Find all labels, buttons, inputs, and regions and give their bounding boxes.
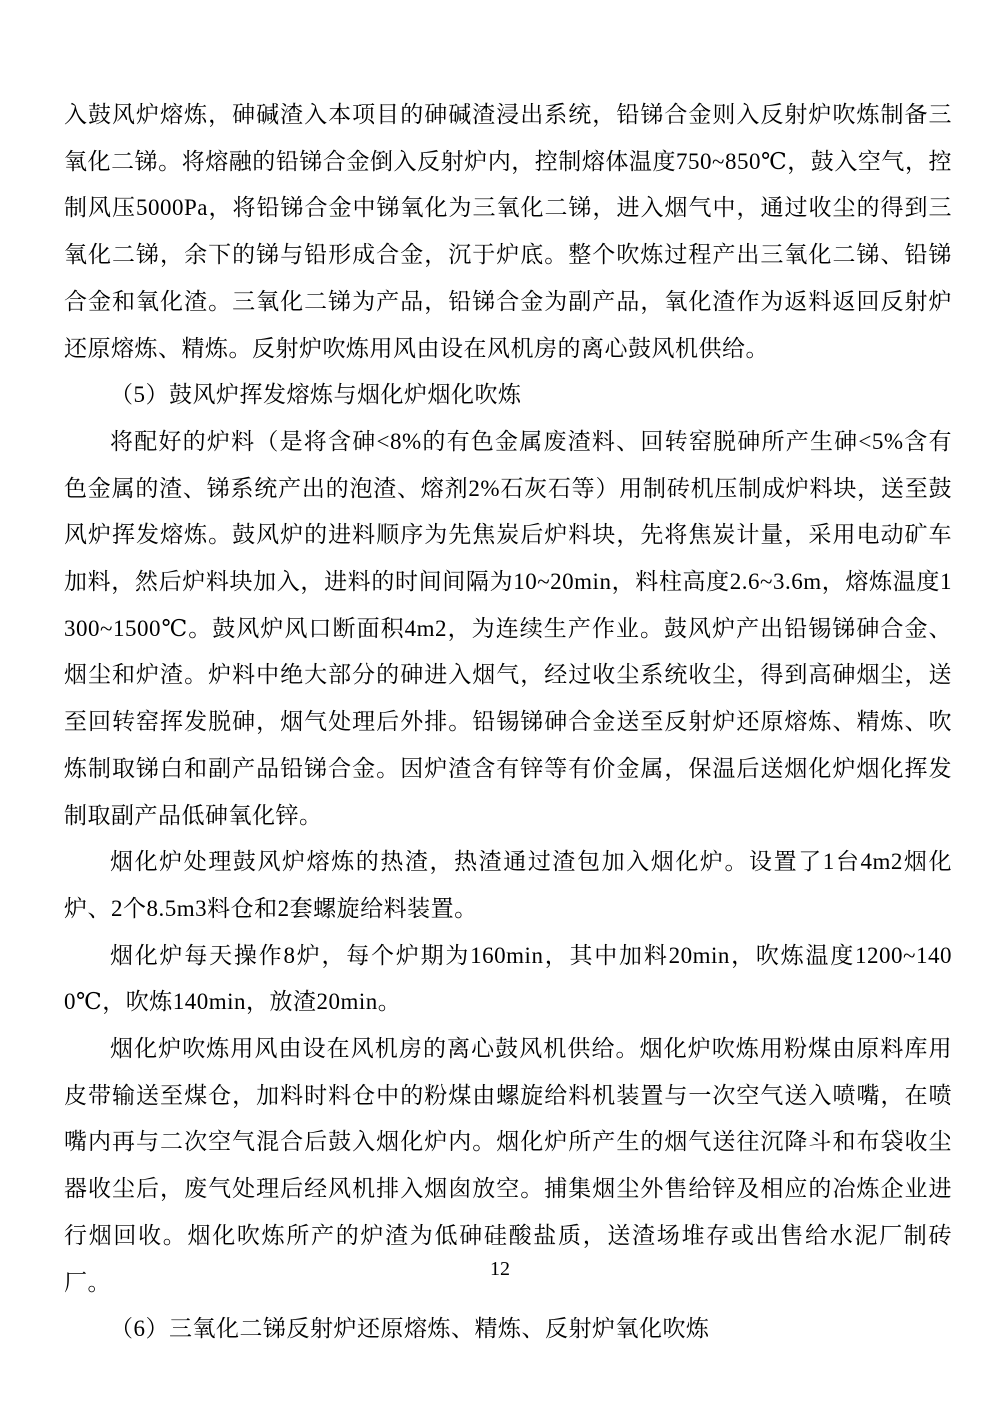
section-heading-6: （6）三氧化二锑反射炉还原熔炼、精炼、反射炉氧化吹炼 — [110, 1316, 710, 1342]
paragraph-fuming-furnace-air-coal: 烟化炉吹炼用风由设在风机房的离心鼓风机供给。烟化炉吹炼用粉煤由原料库用皮带输送至煤仓，加料时料仓中的粉煤由螺旋给料机装置与一次空气送入喷嘴，在喷嘴内再与二次空气混合后鼓入烟化炉内。烟化炉所产生的烟气送往沉降斗和布袋收尘器收尘后，废气处理后经风机排入烟囱放空。捕集烟尘外售给锌及相应的冶炼企业进行烟回收。烟化吹炼所产的炉渣为低砷硅酸盐质，送渣场堆存或出售给水泥厂制砖厂。 — [64, 1036, 952, 1295]
page-number: 12 — [490, 1258, 510, 1280]
paragraph-fuming-furnace-cycle: 烟化炉每天操作8炉，每个炉期为160min，其中加料20min，吹炼温度1200~1400℃，吹炼140min，放渣20min。 — [64, 942, 952, 1015]
paragraph-blast-furnace-smelting: 将配好的炉料（是将含砷<8%的有色金属废渣料、回转窑脱砷所产生砷<5%含有色金属的渣、锑系统产出的泡渣、熔剂2%石灰石等）用制砖机压制成炉料块，送至鼓风炉挥发熔炼。鼓风炉的进料顺序为先焦炭后炉料块，先将焦炭计量，采用电动矿车加料，然后炉料块加入，进料的时间间隔为10~20min，料柱高度2.6~3.6m，熔炼温度1300~1500℃。鼓风炉风口断面积4m2，为连续生产作业。鼓风炉产出铅锡锑砷合金、烟尘和炉渣。炉料中绝大部分的砷进入烟气，经过收尘系统收尘，得到高砷烟尘，送至回转窑挥发脱砷，烟气处理后外排。铅锡锑砷合金送至反射炉还原熔炼、精炼、吹炼制取锑白和副产品铅锑合金。因炉渣含有锌等有价金属，保温后送烟化炉烟化挥发制取副产品低砷氧化锌。 — [64, 428, 952, 828]
section-heading-5: （5）鼓风炉挥发熔炼与烟化炉烟化吹炼 — [110, 382, 522, 408]
document-body — [64, 92, 952, 1353]
paragraph-fuming-furnace-setup: 烟化炉处理鼓风炉熔炼的热渣，热渣通过渣包加入烟化炉。设置了1台4m2烟化炉、2个8.5m3料仓和2套螺旋给料装置。 — [64, 849, 952, 921]
paragraph-continuation: 入鼓风炉熔炼，砷碱渣入本项目的砷碱渣浸出系统，铅锑合金则入反射炉吹炼制备三氧化二锑。将熔融的铅锑合金倒入反射炉内，控制熔体温度750~850℃，鼓入空气，控制风压5000Pa，将铅锑合金中锑氧化为三氧化二锑，进入烟气中，通过收尘的得到三氧化二锑，余下的锑与铅形成合金，沉于炉底。整个吹炼过程产出三氧化二锑、铅锑合金和氧化渣。三氧化二锑为产品，铅锑合金为副产品，氧化渣作为返料返回反射炉还原熔炼、精炼。反射炉吹炼用风由设在风机房的离心鼓风机供给。 — [64, 102, 952, 361]
